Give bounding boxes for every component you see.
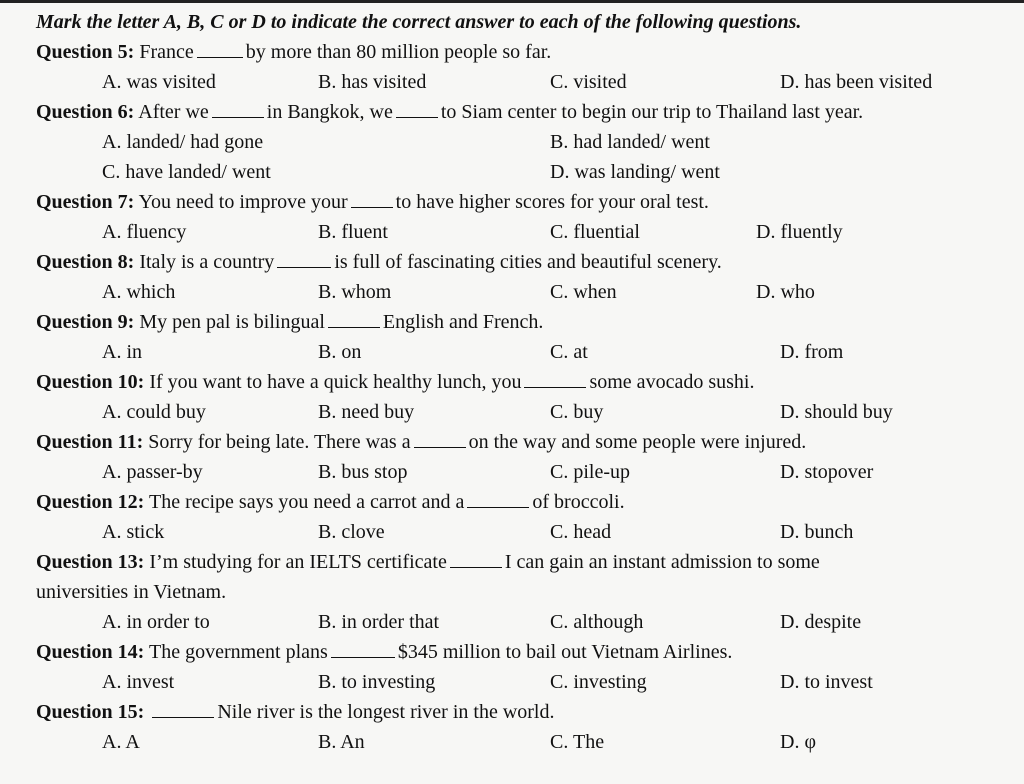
answer-blank[interactable] — [212, 103, 264, 118]
option-b[interactable]: B. bus stop — [318, 461, 408, 483]
stem-text: $345 million to bail out Vietnam Airlines. — [397, 641, 733, 663]
option-d[interactable]: D. φ — [780, 731, 816, 753]
option-a[interactable]: A. passer-by — [102, 461, 203, 483]
option-d[interactable]: D. to invest — [780, 671, 873, 693]
stem-text: on the way and some people were injured. — [468, 431, 807, 453]
instruction-title: Mark the letter A, B, C or D to indicate the correct answer to each of the following questions. — [36, 11, 802, 33]
answer-blank[interactable] — [152, 703, 214, 718]
option-a[interactable]: A. landed/ had gone — [102, 131, 264, 153]
stem-text: After we — [138, 101, 209, 123]
answer-blank[interactable] — [524, 373, 586, 388]
question-5-stem — [36, 40, 551, 64]
option-d[interactable]: D. should buy — [780, 401, 893, 423]
option-a[interactable]: A. which — [102, 281, 176, 303]
option-b[interactable]: B. has visited — [318, 71, 427, 93]
option-d[interactable]: D. from — [780, 341, 844, 363]
option-c[interactable]: C. when — [550, 281, 617, 303]
question-9-stem — [36, 310, 543, 334]
question-13-continuation: universities in Vietnam. — [36, 581, 227, 603]
answer-blank[interactable] — [277, 253, 331, 268]
question-label: Question 8: — [36, 251, 135, 273]
stem-text: English and French. — [382, 311, 544, 333]
answer-blank[interactable] — [414, 433, 466, 448]
option-b[interactable]: B. on — [318, 341, 362, 363]
option-c[interactable]: C. at — [550, 341, 588, 363]
stem-text: some avocado sushi. — [589, 371, 755, 393]
question-label: Question 9: — [36, 311, 135, 333]
option-d[interactable]: D. fluently — [756, 221, 843, 243]
stem-text: The government plans — [148, 641, 328, 663]
question-label: Question 11: — [36, 431, 144, 453]
answer-blank[interactable] — [331, 643, 395, 658]
question-14-stem — [36, 640, 732, 664]
stem-text: The recipe says you need a carrot and a — [148, 491, 465, 513]
option-c[interactable]: C. investing — [550, 671, 647, 693]
question-7-stem — [36, 190, 709, 214]
question-label: Question 13: — [36, 551, 145, 573]
stem-text: in Bangkok, we — [266, 101, 393, 123]
stem-text: Sorry for being late. There was a — [148, 431, 411, 453]
answer-blank[interactable] — [328, 313, 380, 328]
option-b[interactable]: B. clove — [318, 521, 385, 543]
option-c[interactable]: C. visited — [550, 71, 627, 93]
option-d[interactable]: D. was landing/ went — [550, 161, 720, 183]
question-8-stem — [36, 250, 722, 274]
option-b[interactable]: B. had landed/ went — [550, 131, 710, 153]
answer-blank[interactable] — [197, 43, 243, 58]
question-12-stem — [36, 490, 625, 514]
answer-blank[interactable] — [467, 493, 529, 508]
question-15-stem — [36, 700, 554, 724]
option-c[interactable]: C. fluential — [550, 221, 640, 243]
option-b[interactable]: B. need buy — [318, 401, 415, 423]
option-c[interactable]: C. buy — [550, 401, 604, 423]
option-b[interactable]: B. An — [318, 731, 365, 753]
top-border — [0, 0, 1024, 3]
stem-text: I’m studying for an IELTS certificate — [149, 551, 447, 573]
stem-text: of broccoli. — [532, 491, 625, 513]
option-a[interactable]: A. in order to — [102, 611, 210, 633]
question-11-stem — [36, 430, 806, 454]
option-b[interactable]: B. in order that — [318, 611, 440, 633]
question-label: Question 10: — [36, 371, 145, 393]
stem-text: to have higher scores for your oral test. — [395, 191, 709, 213]
answer-blank[interactable] — [396, 103, 438, 118]
option-a[interactable]: A. stick — [102, 521, 165, 543]
stem-text: to Siam center to begin our trip to Thailand last year. — [440, 101, 864, 123]
question-6-stem — [36, 100, 863, 124]
option-b[interactable]: B. fluent — [318, 221, 388, 243]
question-label: Question 12: — [36, 491, 145, 513]
option-c[interactable]: C. have landed/ went — [102, 161, 271, 183]
question-10-stem — [36, 370, 754, 394]
option-c[interactable]: C. The — [550, 731, 605, 753]
option-d[interactable]: D. bunch — [780, 521, 854, 543]
option-c[interactable]: C. although — [550, 611, 644, 633]
question-label: Question 5: — [36, 41, 135, 63]
option-d[interactable]: D. stopover — [780, 461, 874, 483]
stem-text: France — [139, 41, 194, 63]
option-c[interactable]: C. head — [550, 521, 612, 543]
question-label: Question 14: — [36, 641, 145, 663]
question-label: Question 6: — [36, 101, 135, 123]
option-a[interactable]: A. was visited — [102, 71, 216, 93]
stem-text: is full of fascinating cities and beautiful scenery. — [334, 251, 722, 273]
answer-blank[interactable] — [450, 553, 502, 568]
question-label: Question 15: — [36, 701, 145, 723]
stem-text: If you want to have a quick healthy lunch, you — [149, 371, 522, 393]
answer-blank[interactable] — [351, 193, 393, 208]
option-a[interactable]: A. in — [102, 341, 142, 363]
question-label: Question 7: — [36, 191, 135, 213]
stem-text: Italy is a country — [139, 251, 275, 273]
option-a[interactable]: A. could buy — [102, 401, 206, 423]
option-b[interactable]: B. to investing — [318, 671, 436, 693]
option-b[interactable]: B. whom — [318, 281, 392, 303]
stem-text: My pen pal is bilingual — [139, 311, 325, 333]
stem-text: You need to improve your — [138, 191, 348, 213]
question-13-stem — [36, 550, 820, 574]
option-a[interactable]: A. invest — [102, 671, 175, 693]
option-a[interactable]: A. A — [102, 731, 140, 753]
option-d[interactable]: D. has been visited — [780, 71, 933, 93]
stem-text: Nile river is the longest river in the world. — [217, 701, 555, 723]
option-d[interactable]: D. who — [756, 281, 815, 303]
option-c[interactable]: C. pile-up — [550, 461, 630, 483]
option-a[interactable]: A. fluency — [102, 221, 187, 243]
stem-text: I can gain an instant admission to some — [504, 551, 820, 573]
stem-text: by more than 80 million people so far. — [245, 41, 552, 63]
option-d[interactable]: D. despite — [780, 611, 862, 633]
